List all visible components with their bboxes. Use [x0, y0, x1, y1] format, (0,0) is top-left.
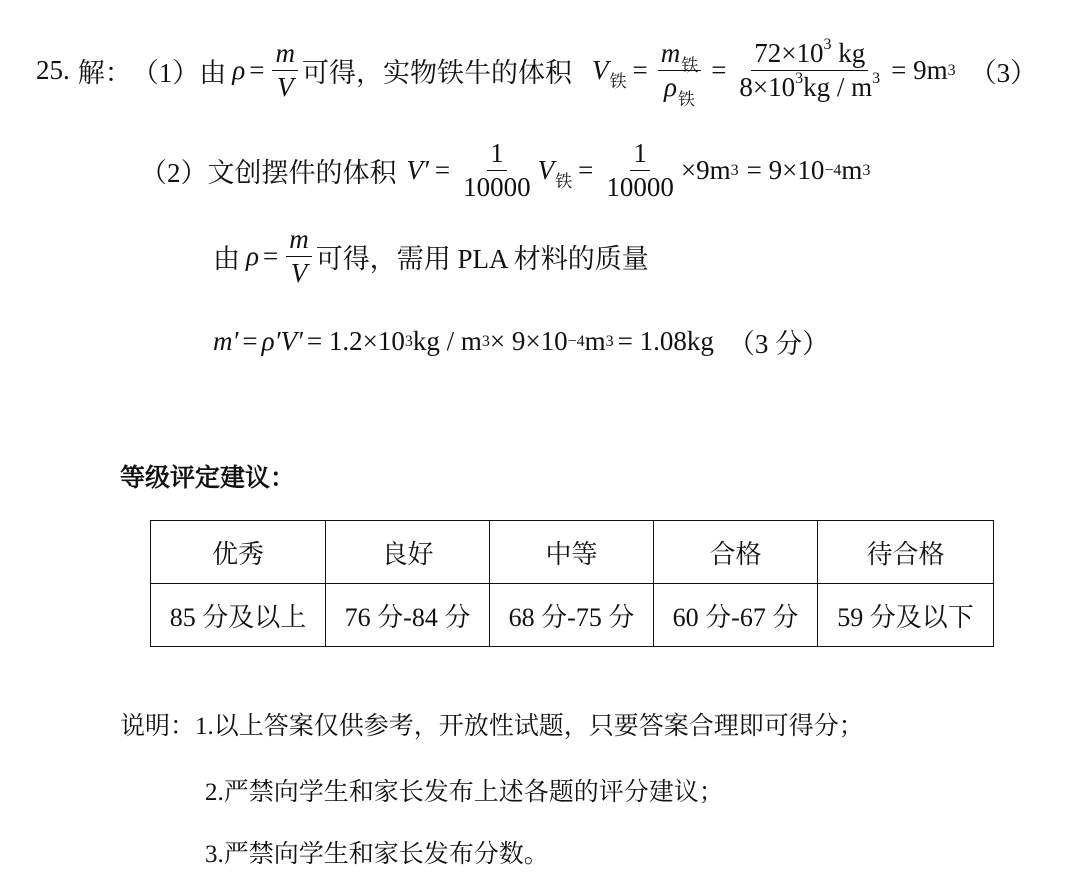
- level-medium: 中等: [490, 521, 654, 584]
- iron-subscript: 铁: [609, 72, 627, 92]
- mass-symbol: m: [272, 38, 298, 71]
- grading-ranges-row: [151, 584, 994, 647]
- level-good: 良好: [326, 521, 490, 584]
- range-medium: 68 分-75 分: [490, 584, 654, 647]
- fraction-denominator: 10000: [606, 172, 674, 203]
- note-item-1: 1.以上答案仅供参考，开放性试题，只要答案合理即可得分；: [195, 713, 864, 740]
- range-to-pass: 59 分及以下: [818, 584, 994, 647]
- fraction-denominator: 10000: [463, 172, 531, 203]
- part1-by: 由: [199, 58, 227, 89]
- density-unit: kg / m: [412, 326, 482, 356]
- equals-sign: =: [249, 55, 265, 86]
- equals-sign: =: [632, 55, 648, 86]
- iron-subscript: 铁: [681, 56, 699, 75]
- iron-volume-result: = 9m: [891, 55, 948, 86]
- notes-label: 说明：: [120, 713, 196, 740]
- volume-iron-symbol: V: [537, 155, 555, 186]
- equals-sign: =: [262, 241, 279, 272]
- part2-tag: （2）: [140, 158, 208, 189]
- density-formula-fraction: [286, 224, 312, 289]
- iron-subscript: 铁: [677, 90, 695, 110]
- v-prime-symbol: V′: [406, 155, 429, 186]
- ornament-volume-value: × 9×10: [489, 326, 568, 356]
- equals-sign: =: [711, 55, 727, 86]
- m-unit: m: [841, 155, 863, 186]
- solution-part2-formula-line: [213, 224, 649, 289]
- mass-result: = 1.08kg: [617, 326, 714, 356]
- iron-subscript: 铁: [555, 172, 573, 192]
- rho-prime-v-prime: ρ′V′: [261, 326, 303, 356]
- part1-score: （3）: [969, 58, 1038, 89]
- equals-sign: =: [578, 155, 594, 186]
- m-prime-symbol: m′: [213, 326, 239, 356]
- pla-density-value: = 1.2×10: [306, 326, 405, 356]
- mass-symbol: m: [286, 224, 312, 257]
- grading-table: [150, 520, 994, 647]
- rho-symbol: ρ: [246, 241, 259, 272]
- part2-text: 文创摆件的体积: [207, 158, 397, 189]
- mass-symbol: m: [660, 38, 681, 68]
- part1-tag: （1）: [131, 58, 200, 89]
- note-item-2: 2.严禁向学生和家长发布上述各题的评分建议；: [205, 779, 724, 806]
- density-unit: kg / m: [803, 72, 873, 103]
- part1-obtain-text: 可得，实物铁牛的体积: [301, 58, 572, 89]
- solution-part2-volume-line: （2） 文创摆件的体积 V′ = $\frac{1}{10000}$ V 铁 = $\frac{1}{10000}$ ×9m 3 = 9×10 −4 m 3: [140, 138, 871, 203]
- range-pass: 60 分-67 分: [654, 584, 818, 647]
- iron-mass-density-fraction: [658, 38, 702, 110]
- fraction-numerator: 1: [630, 138, 650, 171]
- equals-sign: =: [434, 155, 451, 186]
- solution-part1-line: 25. 解： （1） 由 ρ = $\frac{m}{V}$ 可得，实物铁牛的体积 V 铁 = $\frac{m_铁}{\rho_铁}$ = $\frac{72\times 10^3 kg}{8\times 10^3kg / m^3}$ = 9m 3 （3）: [36, 36, 1038, 110]
- fraction-numerator: 1: [487, 138, 507, 171]
- grading-heading: 等级评定建议：: [120, 465, 296, 492]
- exponent: 3: [872, 70, 881, 88]
- rho-symbol: ρ: [232, 55, 246, 86]
- equals-sign: =: [242, 326, 258, 356]
- notes-first-line: [120, 706, 864, 742]
- rho-symbol: ρ: [663, 72, 677, 103]
- scale-fraction: [460, 138, 534, 203]
- kg-unit: kg: [838, 38, 866, 68]
- exponent: 3: [795, 70, 804, 88]
- volume-symbol: V: [290, 258, 308, 289]
- volume-iron-symbol: V: [591, 55, 609, 86]
- ornament-volume-result: = 9×10: [746, 155, 825, 186]
- solution-mass-line: m′ = ρ′V′ = 1.2×10 3 kg / m 3 × 9×10 −4 m 3 = 1.08kg （3 分）: [213, 322, 829, 361]
- iron-density-value: 8×10: [739, 72, 796, 103]
- part2-obtain-text: 可得，需用 PLA 材料的质量: [315, 244, 649, 275]
- volume-symbol: V: [276, 72, 294, 103]
- solution-label: 解：: [77, 58, 132, 89]
- density-formula-fraction: [272, 38, 298, 103]
- times-volume: ×9m: [680, 155, 731, 186]
- iron-mass-value: 72×10: [754, 38, 824, 68]
- iron-volume-value-fraction: [736, 38, 883, 103]
- part2-by: 由: [213, 244, 240, 275]
- question-number: 25.: [36, 55, 70, 86]
- exponent: 3: [823, 36, 832, 53]
- level-pass: 合格: [654, 521, 818, 584]
- part2-score: （3 分）: [727, 329, 830, 359]
- range-good: 76 分-84 分: [326, 584, 490, 647]
- grading-levels-row: [151, 521, 994, 584]
- level-excellent: 优秀: [151, 521, 326, 584]
- note-item-3: 3.严禁向学生和家长发布分数。: [205, 841, 549, 868]
- scale-fraction: [603, 138, 677, 203]
- m-unit: m: [584, 326, 606, 356]
- range-excellent: 85 分及以上: [151, 584, 326, 647]
- level-to-pass: 待合格: [818, 521, 994, 584]
